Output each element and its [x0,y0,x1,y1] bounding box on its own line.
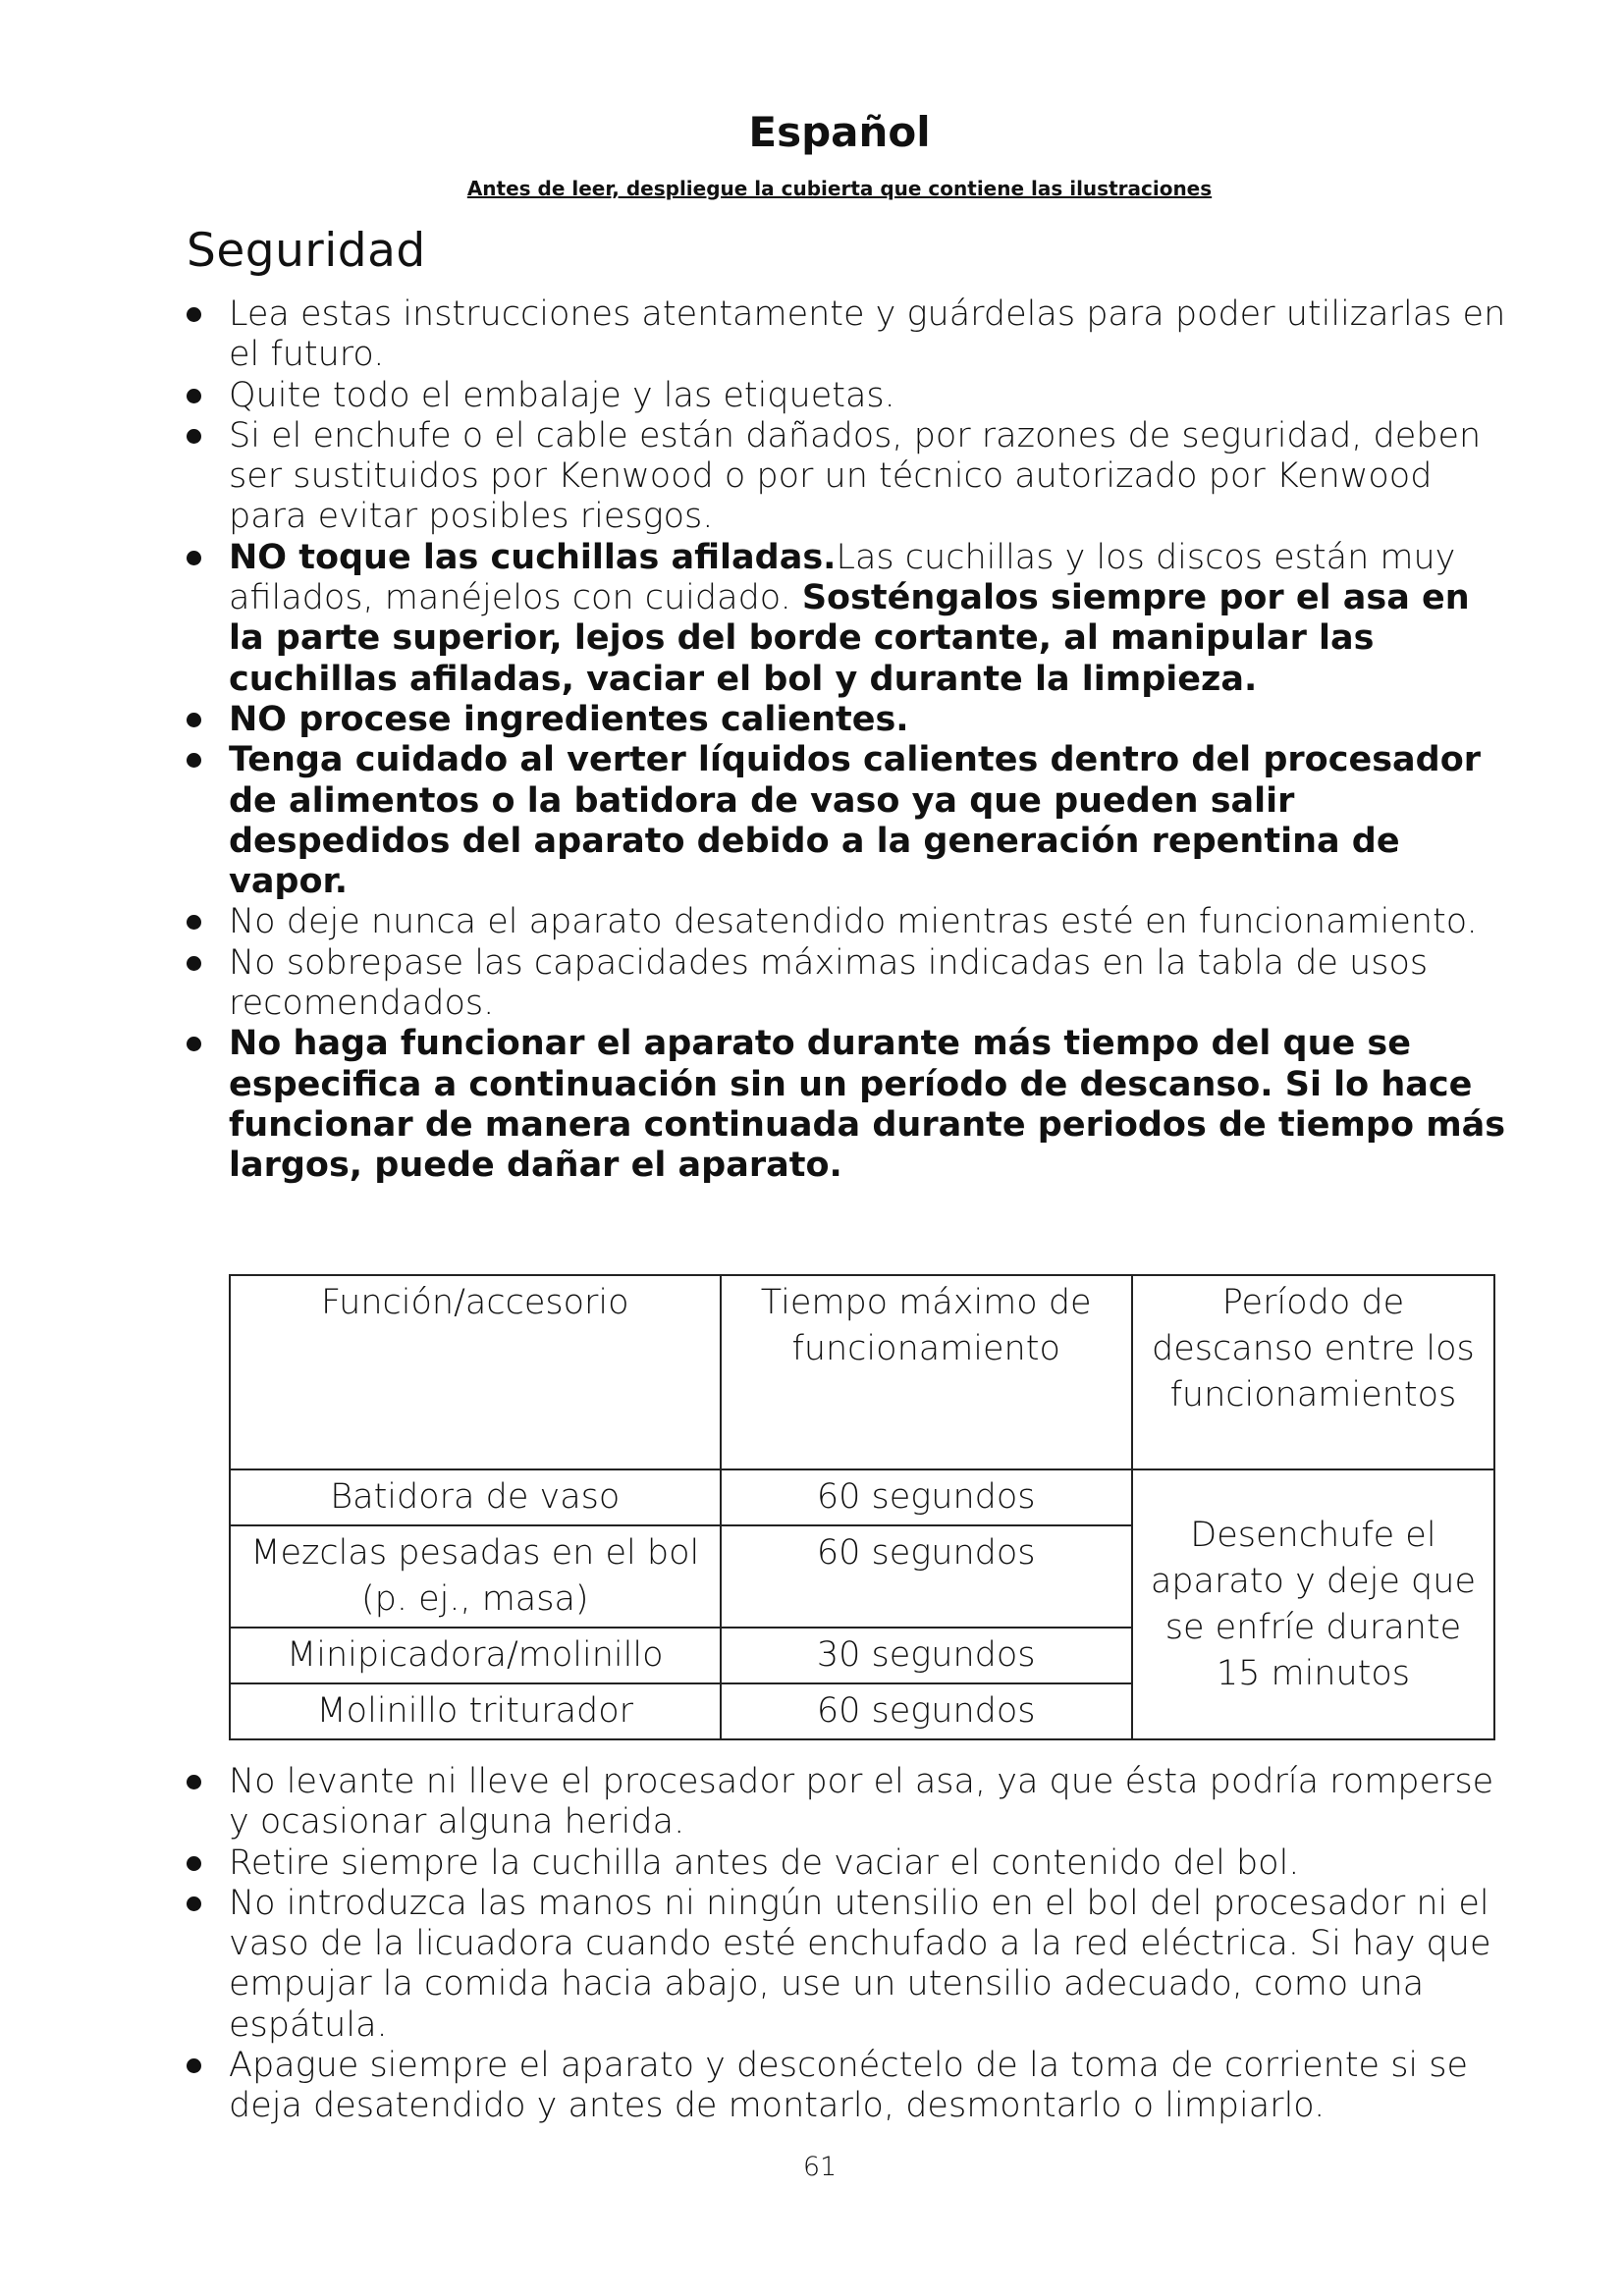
list-item: Lea estas instrucciones atentamente y guárdelas para poder utilizarlas en el futuro. [187,294,1507,376]
list-item: No levante ni lleve el procesador por el asa, ya que ésta podría romperse y ocasionar alguna herida. [187,1762,1507,1843]
list-item: NO toque las cuchillas afiladas.Las cuchillas y los discos están muy afilados, manéjelos con cuidado. Sosténgalos siempre por el asa en la parte superior, lejos del borde cortante, al manipular las cuchillas afiladas, vaciar el bol y durante la limpieza. [187,538,1507,700]
list-item: NO procese ingredientes calientes. [187,700,1507,740]
list-item: Retire siempre la cuchilla antes de vaciar el contenido del bol. [187,1843,1507,1884]
rest-note-cell: Desenchufe el aparato y deje que se enfríe durante 15 minutos [1132,1469,1494,1739]
table-header-row [230,1275,1494,1469]
column-header-function: Función/accesorio [230,1275,721,1469]
table-cell: 60 segundos [721,1683,1132,1739]
table-cell: Mezclas pesadas en el bol (p. ej., masa) [230,1525,721,1628]
column-header-max-time: Tiempo máximo de funcionamiento [721,1275,1132,1469]
table-cell: 60 segundos [721,1525,1132,1628]
list-item: No deje nunca el aparato desatendido mientras esté en funcionamiento. [187,902,1507,942]
list-item: No introduzca las manos ni ningún utensilio en el bol del procesador ni el vaso de la licuadora cuando esté enchufado a la red eléctrica. Si hay que empujar la comida hacia abajo, use un utensilio adecuado, como una espátula. [187,1884,1507,2046]
fold-out-instruction: Antes de leer, despliegue la cubierta que contiene las ilustraciones [466,177,1213,200]
table-cell: Batidora de vaso [230,1469,721,1525]
safety-list-bottom [187,1762,1507,2127]
list-item: Tenga cuidado al verter líquidos calientes dentro del procesador de alimentos o la batidora de vaso ya que pueden salir despedidos del aparato debido a la generación repentina de vapor. [187,740,1507,902]
list-item: Si el enchufe o el cable están dañados, por razones de seguridad, deben ser sustituidos por Kenwood o por un técnico autorizado por Kenwood para evitar posibles riesgos. [187,416,1507,538]
safety-list-top [187,294,1507,1187]
table-cell: Minipicadora/molinillo [230,1628,721,1683]
list-item: Apague siempre el aparato y desconéctelo de la toma de corriente si se deja desatendido y antes de montarlo, desmontarlo o limpiarlo. [187,2046,1507,2127]
table-cell: Molinillo triturador [230,1683,721,1739]
table-cell: 30 segundos [721,1628,1132,1683]
column-header-rest: Período de descanso entre los funcionamientos [1132,1275,1494,1469]
table-cell: 60 segundos [721,1469,1132,1525]
usage-time-table [229,1274,1495,1740]
table-row [230,1469,1494,1525]
page-number: 61 [802,2152,838,2182]
list-item: Quite todo el embalaje y las etiquetas. [187,376,1507,416]
list-item: No sobrepase las capacidades máximas indicadas en la tabla de usos recomendados. [187,943,1507,1025]
language-title: Español [748,108,931,156]
list-item: No haga funcionar el aparato durante más tiempo del que se especifica a continuación sin un período de descanso. Si lo hace funcionar de manera continuada durante periodos de tiempo más largos, puede dañar el aparato. [187,1024,1507,1186]
section-title: Seguridad [187,224,426,278]
